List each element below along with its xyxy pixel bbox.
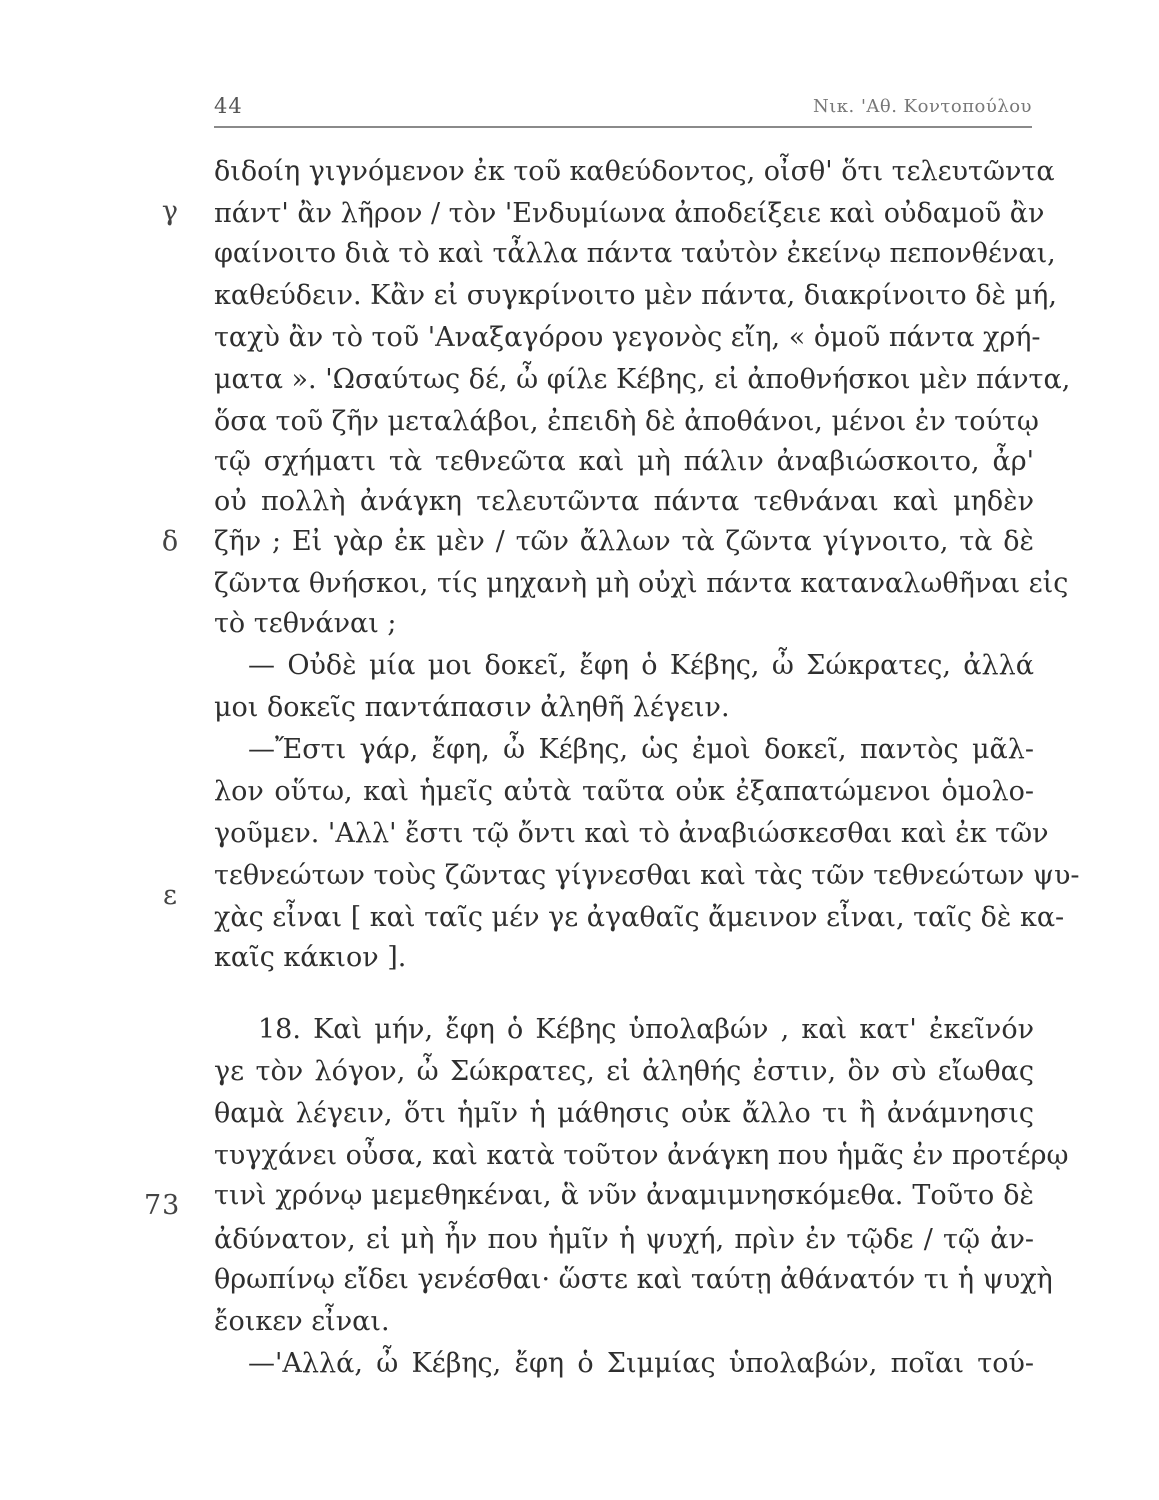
text-line: λον οὕτω, καὶ ἡμεῖς αὐτὰ ταῦτα οὐκ ἐξαπατώμενοι ὁμολο- (214, 776, 1034, 807)
text-line: τυγχάνει οὖσα, καὶ κατὰ τοῦτον ἀνάγκη που ἡμᾶς ἐν προτέρῳ (214, 1140, 1069, 1171)
text-line: οὐ πολλὴ ἀνάγκη τελευτῶντα πάντα τεθνάναι καὶ μηδὲν (214, 486, 1034, 517)
text-line: —'Αλλά, ὦ Κέβης, ἔφη ὁ Σιμμίας ὑπολαβών, ποῖαι τού- (248, 1348, 1034, 1379)
running-head: Νικ. 'Αθ. Κοντοπούλου (812, 96, 1032, 117)
margin-marker-epsilon: ε (163, 880, 177, 911)
page-number: 44 (214, 94, 243, 118)
text-line: πάντ' ἂν λῆρον / τὸν 'Ενδυμίωνα ἀποδείξειε καὶ οὐδαμοῦ ἂν (214, 198, 1045, 229)
text-line: μοι δοκεῖς παντάπασιν ἀληθῆ λέγειν. (214, 692, 730, 723)
text-line: 18. Καὶ μήν, ἔφη ὁ Κέβης ὑπολαβών , καὶ κατ' ἐκεῖνόν (258, 1014, 1034, 1045)
text-line: τὸ τεθνάναι ; (214, 608, 397, 639)
text-line: φαίνοιτο διὰ τὸ καὶ τἆλλα πάντα ταὐτὸν ἐκείνῳ πεπονθέναι, (214, 238, 1056, 269)
text-line: γε τὸν λόγον, ὦ Σώκρατες, εἰ ἀληθής ἐστιν, ὃν σὺ εἴωθας (214, 1056, 1034, 1087)
text-line: γοῦμεν. 'Αλλ' ἔστι τῷ ὄντι καὶ τὸ ἀναβιώσκεσθαι καὶ ἐκ τῶν (214, 818, 1049, 849)
text-line: ταχὺ ἂν τὸ τοῦ 'Αναξαγόρου γεγονὸς εἴη, « ὁμοῦ πάντα χρή- (214, 322, 1041, 353)
text-line: καθεύδειν. Κἂν εἰ συγκρίνοιτο μὲν πάντα, διακρίνοιτο δὲ μή, (214, 280, 1057, 311)
text-line: ζῆν ; Εἰ γὰρ ἐκ μὲν / τῶν ἄλλων τὰ ζῶντα γίγνοιτο, τὰ δὲ (214, 526, 1034, 557)
text-line: τινὶ χρόνῳ μεμεθηκέναι, ἃ νῦν ἀναμιμνησκόμεθα. Τοῦτο δὲ (214, 1180, 1034, 1211)
margin-stephanus-number: 73 (144, 1190, 181, 1221)
text-line: ἀδύνατον, εἰ μὴ ἦν που ἡμῖν ἡ ψυχή, πρὶν ἐν τῷδε / τῷ ἀν- (214, 1224, 1034, 1255)
text-line: τεθνεώτων τοὺς ζῶντας γίγνεσθαι καὶ τὰς τῶν τεθνεώτων ψυ- (214, 860, 1080, 891)
text-line: τῷ σχήματι τὰ τεθνεῶτα καὶ μὴ πάλιν ἀναβιώσκοιτο, ἆρ' (214, 446, 1034, 477)
text-line: θρωπίνῳ εἴδει γενέσθαι· ὥστε καὶ ταύτῃ ἀθάνατόν τι ἡ ψυχὴ (214, 1264, 1053, 1295)
text-line: ἔοικεν εἶναι. (214, 1306, 390, 1337)
text-line: θαμὰ λέγειν, ὅτι ἡμῖν ἡ μάθησις οὐκ ἄλλο τι ἢ ἀνάμνησις (214, 1098, 1034, 1129)
text-line: ὅσα τοῦ ζῆν μεταλάβοι, ἐπειδὴ δὲ ἀποθάνοι, μένοι ἐν τούτῳ (214, 406, 1039, 437)
text-line: ματα ». 'Ωσαύτως δέ, ὦ φίλε Κέβης, εἰ ἀποθνήσκοι μὲν πάντα, (214, 364, 1071, 395)
margin-marker-delta: δ (161, 526, 179, 557)
header-rule (214, 126, 1032, 128)
text-line: χὰς εἶναι [ καὶ ταῖς μέν γε ἀγαθαῖς ἄμεινον εἶναι, ταῖς δὲ κα- (214, 902, 1065, 933)
text-line: — Οὐδὲ μία μοι δοκεῖ, ἔφη ὁ Κέβης, ὦ Σώκρατες, ἀλλά (248, 650, 1034, 681)
text-line: καῖς κάκιον ]. (214, 942, 407, 973)
text-line: ζῶντα θνήσκοι, τίς μηχανὴ μὴ οὐχὶ πάντα καταναλωθῆναι εἰς (214, 568, 1069, 599)
text-line: —Ἔστι γάρ, ἔφη, ὦ Κέβης, ὡς ἐμοὶ δοκεῖ, παντὸς μᾶλ- (248, 734, 1034, 765)
margin-marker-gamma: γ (161, 196, 179, 227)
text-line: διδοίη γιγνόμενον ἐκ τοῦ καθεύδοντος, οἶσθ' ὅτι τελευτῶντα (214, 156, 1055, 187)
page-header (214, 94, 1032, 128)
